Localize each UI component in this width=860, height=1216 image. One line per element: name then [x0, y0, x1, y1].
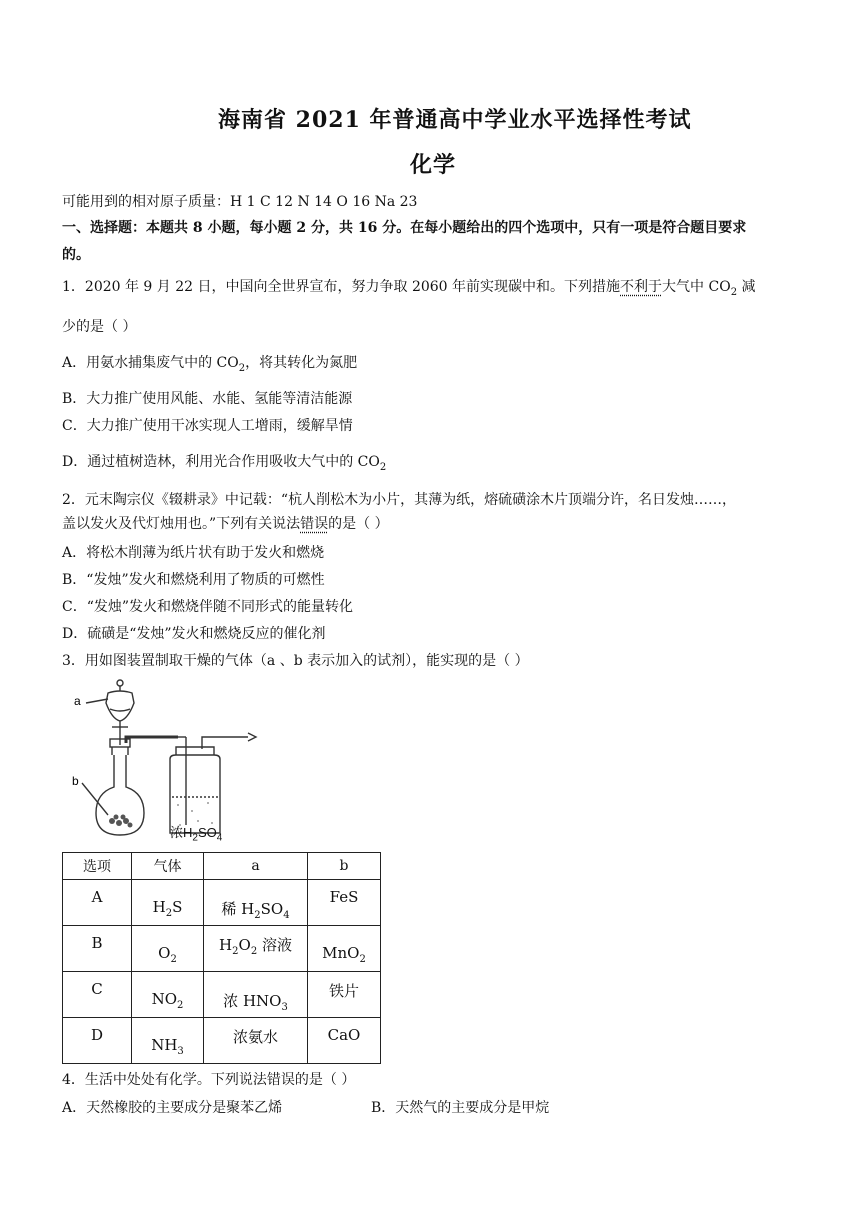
q1-option-d: D．通过植树造林，利用光合作用吸收大气中的 $CO_2$ — [62, 454, 387, 473]
cell-gas: $NO_2$ — [132, 972, 204, 1018]
gas-apparatus-figure — [68, 675, 268, 845]
cell-reagent-a: 浓 $HNO_3$ — [204, 972, 308, 1018]
label-conc-h2so4: 浓$H_2SO_4$ — [170, 825, 223, 844]
cell-gas: $H_2S$ — [132, 880, 204, 926]
q2-option-c: C．“发烛”发火和燃烧伴随不同形式的能量转化 — [62, 599, 354, 615]
q4-stem: 4．生活中处处有化学。下列说法错误的是（ ） — [62, 1072, 356, 1088]
q1-emphasis: 不利于 — [620, 279, 663, 295]
header-option: 选项 — [63, 853, 132, 880]
label-b: b — [72, 774, 79, 788]
section1-instructions-line2: 的。 — [62, 247, 90, 263]
cell-gas: $O_2$ — [132, 926, 204, 972]
q2-emphasis: 错误 — [300, 516, 329, 532]
q2-option-b: B．“发烛”发火和燃烧利用了物质的可燃性 — [62, 572, 325, 588]
cell-reagent-b: 铁片 — [308, 972, 381, 1018]
cell-option: D — [63, 1018, 132, 1064]
cell-reagent-a: 稀 $H_2SO_4$ — [204, 880, 308, 926]
atomic-masses: 可能用到的相对原子质量：H 1 C 12 N 14 O 16 Na 23 — [62, 194, 418, 210]
exam-title: 海南省 2021 年普通高中学业水平选择性考试 — [218, 107, 692, 133]
q3-options-table — [62, 852, 381, 1064]
q4-option-a: A．天然橡胶的主要成分是聚苯乙烯 — [62, 1100, 283, 1116]
q2-stem-line2: 盖以发火及代灯烛用也。”下列有关说法错误的是（ ） — [62, 516, 389, 532]
q1-option-a: A．用氨水捕集废气中的 $CO_2$，将其转化为氮肥 — [62, 355, 358, 374]
q2-stem-line1: 2．元末陶宗仪《辍耕录》中记载：“杭人削松木为小片，其薄为纸，熔硫磺涂木片顶端分许，名日发烛……， — [62, 492, 737, 508]
label-a: a — [74, 694, 81, 708]
cell-reagent-b: FeS — [308, 880, 381, 926]
table-row — [63, 1018, 381, 1064]
table-row — [63, 880, 381, 926]
cell-option: B — [63, 926, 132, 972]
q2-option-a: A．将松木削薄为纸片状有助于发火和燃烧 — [62, 545, 325, 561]
header-gas: 气体 — [132, 853, 204, 880]
q1-option-b: B．大力推广使用风能、水能、氢能等清洁能源 — [62, 391, 353, 407]
header-b: b — [308, 853, 381, 880]
table-row — [63, 926, 381, 972]
cell-option: A — [63, 880, 132, 926]
section1-instructions-line1: 一、选择题：本题共 8 小题，每小题 2 分，共 16 分。在每小题给出的四个选项中，只有一项是符合题目要求 — [62, 220, 747, 236]
cell-reagent-b: CaO — [308, 1018, 381, 1064]
cell-reagent-a: $H_2O_2$ 溶液 — [204, 926, 308, 972]
q1-stem-line2: 少的是（ ） — [62, 319, 137, 335]
subject-title: 化学 — [410, 152, 457, 178]
q2-option-d: D．硫磺是“发烛”发火和燃烧反应的催化剂 — [62, 626, 326, 642]
cell-gas: $NH_3$ — [132, 1018, 204, 1064]
cell-reagent-b: MnO$_2$ — [308, 926, 381, 972]
q1-stem-line1: 1．2020 年 9 月 22 日，中国向全世界宣布，努力争取 2060 年前实现碳中和。下列措施不利于大气中 $CO_2$ 减 — [62, 279, 756, 298]
cell-reagent-a: 浓氨水 — [204, 1018, 308, 1064]
table-header-row — [63, 853, 381, 880]
header-a: a — [204, 853, 308, 880]
q4-option-b: B．天然气的主要成分是甲烷 — [371, 1100, 550, 1116]
table-row — [63, 972, 381, 1018]
q1-option-c: C．大力推广使用干冰实现人工增雨，缓解旱情 — [62, 418, 353, 434]
q3-stem: 3．用如图装置制取干燥的气体（a 、b 表示加入的试剂），能实现的是（ ） — [62, 653, 529, 669]
cell-option: C — [63, 972, 132, 1018]
